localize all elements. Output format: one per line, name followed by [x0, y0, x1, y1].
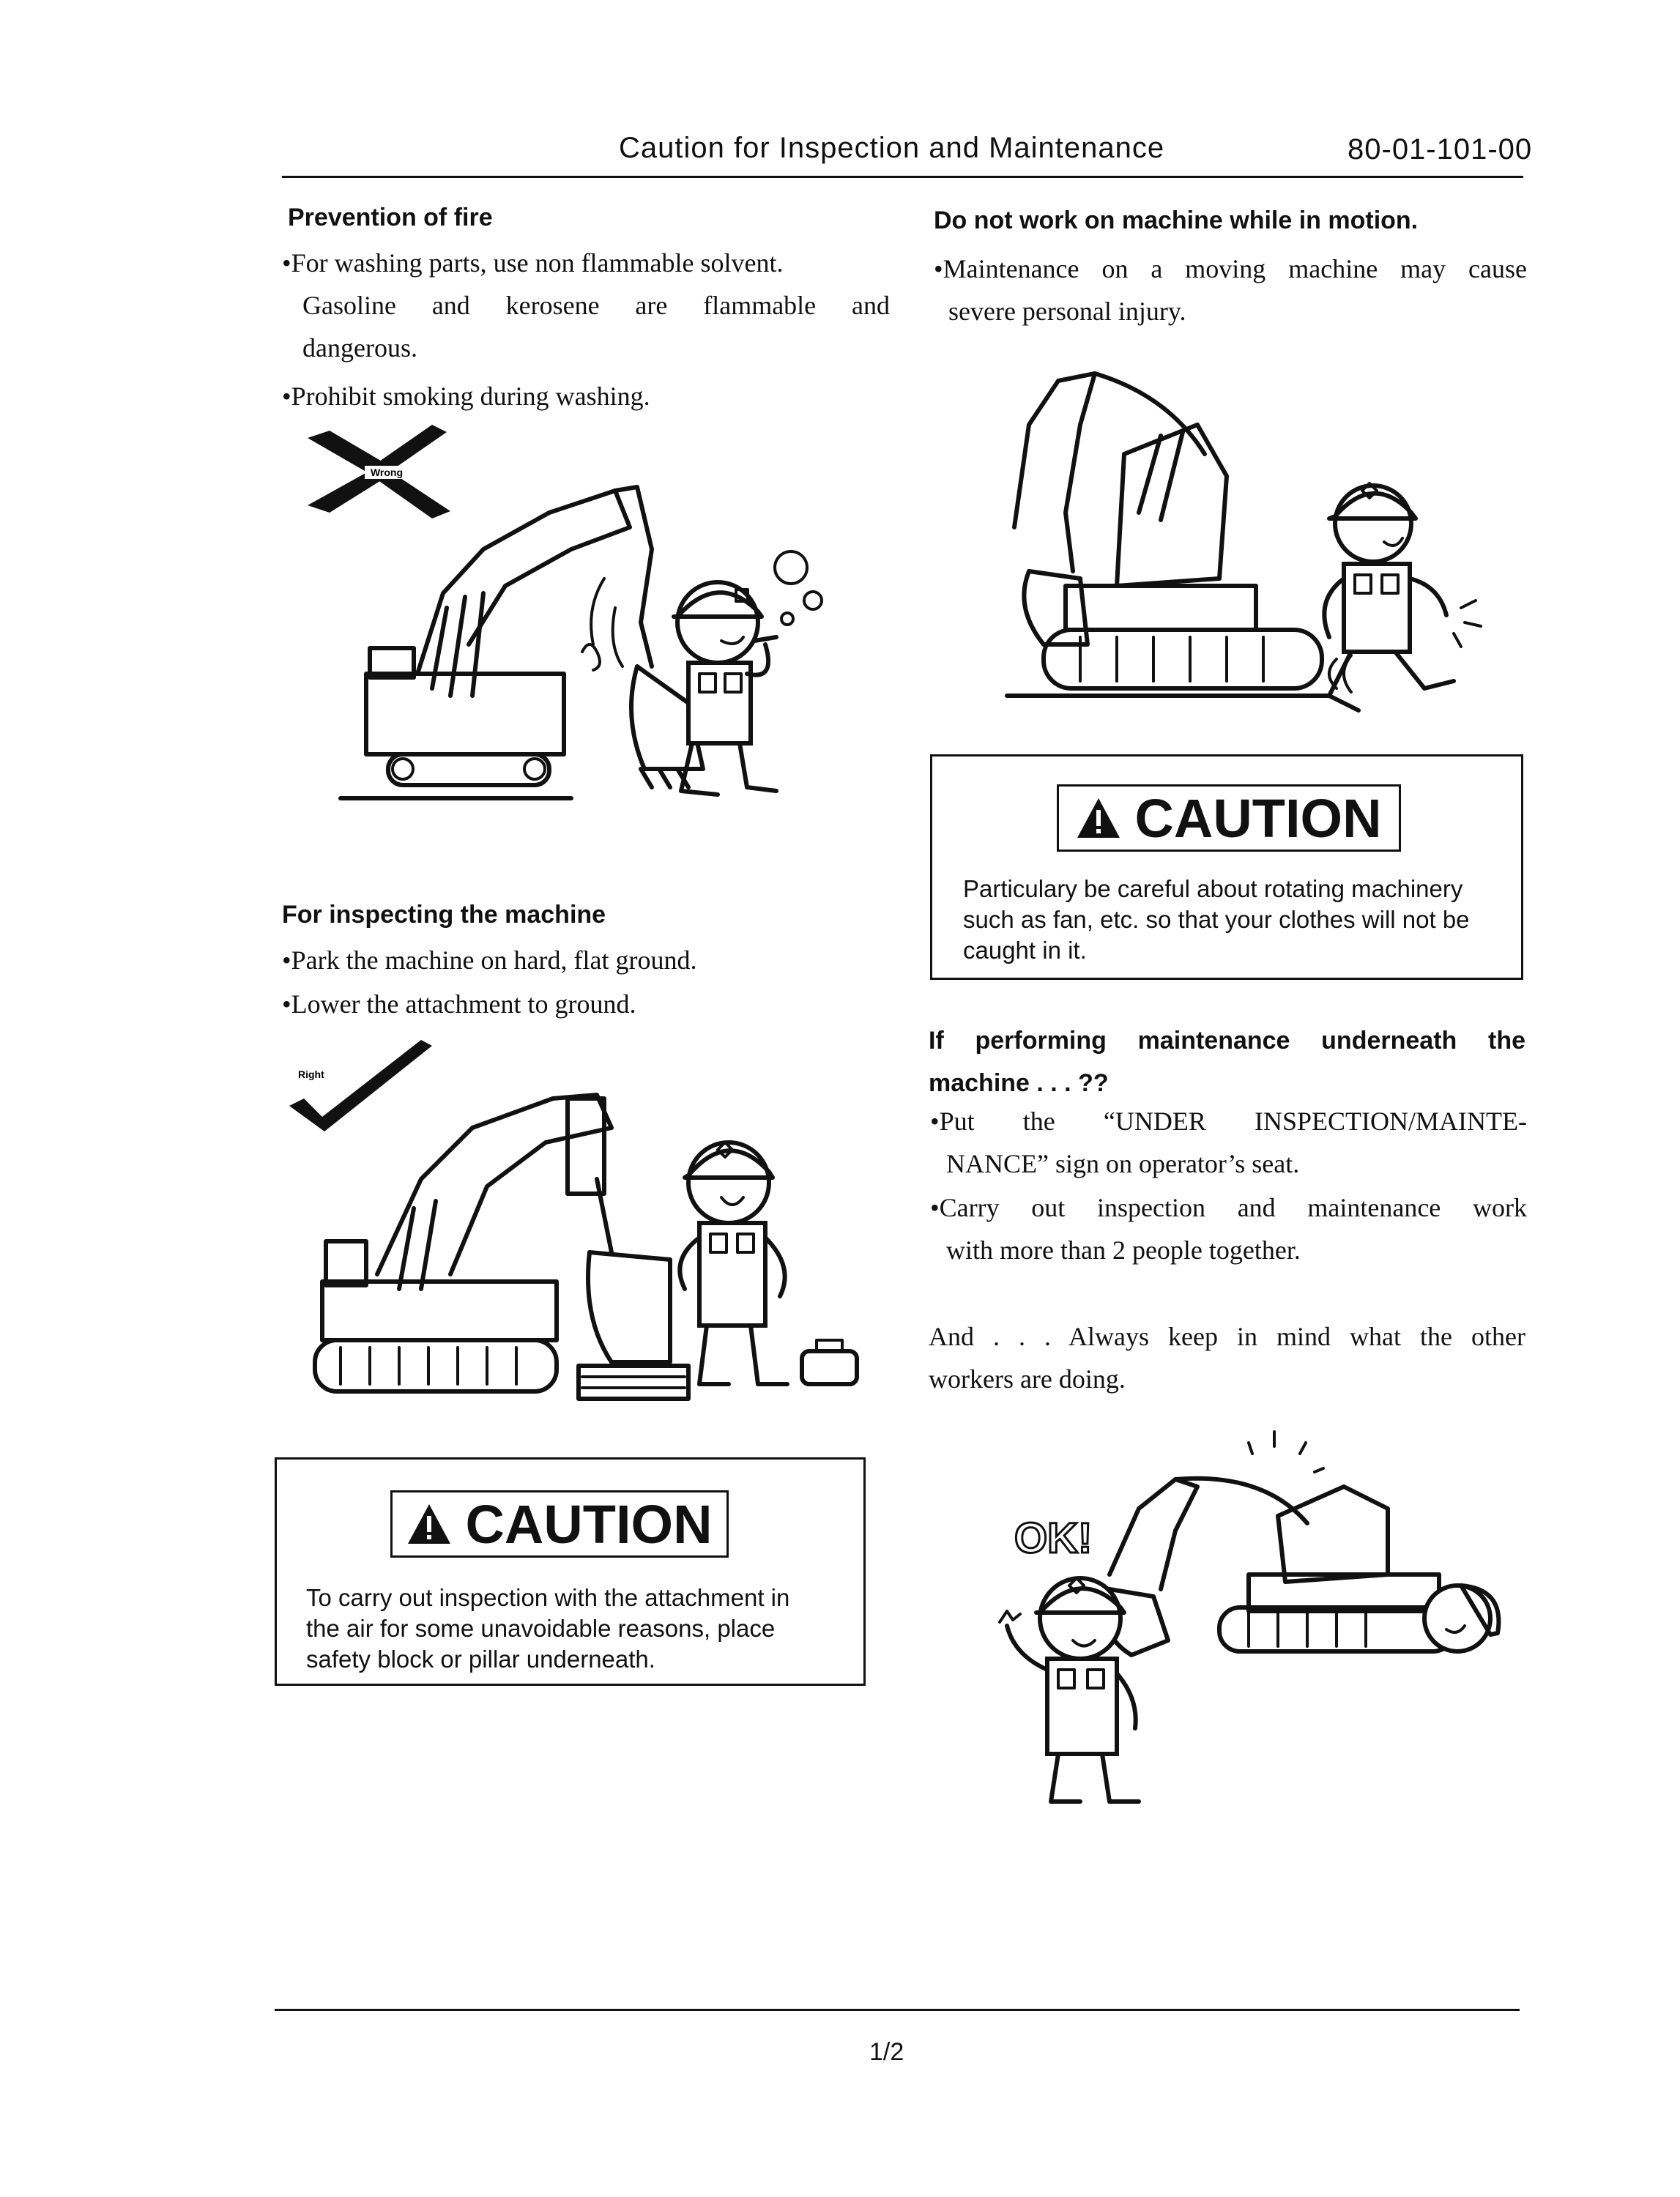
- right-check-icon: [289, 1040, 432, 1131]
- fire-bullet-1-line-1: •For washing parts, use non flammable solvent.: [282, 248, 784, 278]
- inspect-heading: For inspecting the machine: [282, 901, 606, 929]
- warning-triangle-icon: [1076, 797, 1121, 839]
- underneath-bullet-2-line-2: with more than 2 people together.: [946, 1235, 1301, 1265]
- page-title: Caution for Inspection and Maintenance: [619, 132, 1165, 164]
- underneath-note-line-2: workers are doing.: [929, 1364, 1126, 1394]
- excavator-icon: [1105, 1479, 1454, 1655]
- fire-bullet-1-line-2: Gasoline and kerosene are flammable and: [302, 291, 890, 320]
- right-label: Right: [298, 1068, 324, 1080]
- document-code: 80-01-101-00: [1348, 133, 1533, 166]
- fire-bullet-2: •Prohibit smoking during washing.: [282, 382, 650, 411]
- inspect-bullet-1: •Park the machine on hard, flat ground.: [282, 945, 697, 975]
- caution-title-text: CAUTION: [1134, 787, 1382, 849]
- caution-line-3: safety block or pillar underneath.: [306, 1646, 655, 1673]
- underneath-heading-line-1: If performing maintenance underneath the: [929, 1027, 1525, 1055]
- caution-line-3: caught in it.: [963, 937, 1087, 964]
- underneath-bullet-1-line-1: •Put the “UNDER INSPECTION/MAINTE-: [930, 1107, 1527, 1136]
- ok-label: OK!: [1014, 1514, 1093, 1562]
- worker-lying-icon: [1424, 1586, 1498, 1651]
- ok-illustration: [992, 1421, 1520, 1824]
- underneath-heading-line-2: machine . . . ??: [929, 1069, 1109, 1097]
- caution-line-2: such as fan, etc. so that your clothes will not be: [963, 906, 1470, 933]
- motion-illustration: [985, 366, 1498, 732]
- right-illustration: [289, 1040, 882, 1406]
- fire-bullet-1: [282, 242, 890, 369]
- underneath-bullet-1: [930, 1100, 1527, 1185]
- worker-icon: [1324, 483, 1481, 710]
- motion-bullet-line-2: severe personal injury.: [948, 297, 1186, 326]
- caution-line-1: Particulary be careful about rotating machinery: [963, 875, 1463, 902]
- motion-heading: Do not work on machine while in motion.: [934, 207, 1419, 234]
- header-rule: [282, 176, 1523, 178]
- fire-heading: Prevention of fire: [288, 204, 493, 231]
- underneath-note: [929, 1315, 1525, 1400]
- worker-ok-icon: [1000, 1578, 1139, 1802]
- worker-icon: [680, 1142, 857, 1384]
- underneath-bullet-1-line-2: NANCE” sign on operator’s seat.: [946, 1149, 1300, 1178]
- ok-badge: [1014, 1514, 1092, 1562]
- inspect-bullet-2: •Lower the attachment to ground.: [282, 989, 636, 1019]
- caution-line-2: the air for some unavoidable reasons, place: [306, 1615, 776, 1642]
- caution-box-attachment: [275, 1457, 866, 1686]
- footer-rule: [275, 2009, 1520, 2011]
- caution-title: [390, 1490, 729, 1558]
- page-number: 1/2: [869, 2038, 904, 2066]
- fire-bullet-1-line-3: dangerous.: [302, 333, 417, 363]
- caution-text: [963, 874, 1505, 966]
- wrong-x-icon: [308, 425, 450, 518]
- worker-icon: [674, 551, 822, 795]
- warning-triangle-icon: [406, 1503, 452, 1545]
- motion-bullet-line-1: •Maintenance on a moving machine may cause: [934, 254, 1527, 283]
- caution-title: [1057, 784, 1401, 852]
- wrong-label: Wrong: [370, 466, 404, 478]
- caution-box-rotating: [930, 754, 1523, 980]
- underneath-note-line-1: And . . . Always keep in mind what the other: [929, 1322, 1525, 1351]
- excavator-icon: [315, 1095, 688, 1399]
- underneath-bullet-2-line-1: •Carry out inspection and maintenance work: [930, 1193, 1527, 1222]
- excavator-icon: [1014, 373, 1351, 692]
- caution-title-text: CAUTION: [465, 1493, 713, 1555]
- wrong-illustration: [308, 425, 879, 820]
- excavator-icon: [341, 487, 703, 798]
- underneath-heading: [929, 1019, 1525, 1104]
- caution-line-1: To carry out inspection with the attachment in: [306, 1584, 790, 1611]
- motion-bullet-1: [934, 248, 1527, 332]
- caution-text: [306, 1583, 848, 1675]
- underneath-bullet-2: [930, 1186, 1527, 1271]
